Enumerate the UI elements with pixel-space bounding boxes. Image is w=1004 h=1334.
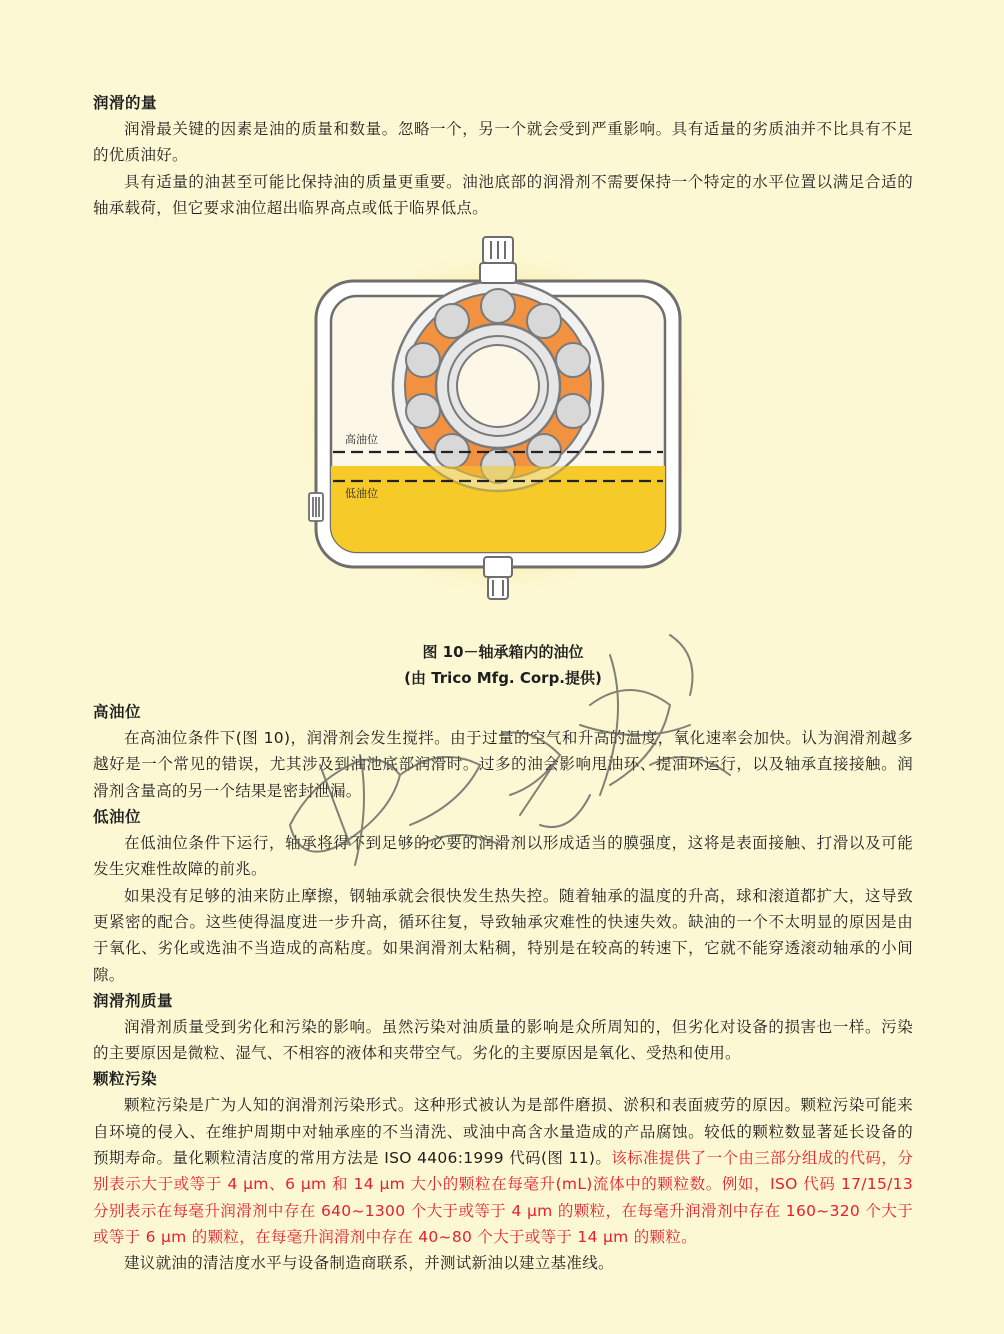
section-heading-lube-quality: 润滑剂质量 xyxy=(93,991,174,1010)
paragraph-particle xyxy=(93,1092,913,1250)
section-heading-particle: 颗粒污染 xyxy=(93,1070,158,1089)
bottom-drain-plug xyxy=(484,557,512,599)
low-level-label: 低油位 xyxy=(345,487,378,501)
shaft-bore xyxy=(457,345,539,427)
high-level-label: 高油位 xyxy=(345,433,378,447)
figure-credit: (由 Trico Mfg. Corp.提供) xyxy=(404,669,602,688)
side-sight-glass xyxy=(309,493,323,521)
paragraph: 如果没有足够的油来防止摩擦，钢轴承就会很快发生热失控。随着轴承的温度的升高，球和滚道都扩大，这导致更紧密的配合。这些使得温度进一步升高，循环往复，导致轴承灾难性的快速失效。缺油的一个不太明显的原因是由于氧化、劣化或选油不当造成的高粘度。如果润滑剂太粘稠，特别是在较高的转速下，它就不能穿透滚动轴承的小间隙。 xyxy=(93,886,913,984)
bearing-housing-diagram xyxy=(288,231,708,616)
paragraph: 润滑最关键的因素是油的质量和数量。忽略一个，另一个就会受到严重影响。具有适量的劣质油并不比具有不足的优质油好。 xyxy=(93,120,913,165)
figure-caption: 图 10－轴承箱内的油位 xyxy=(422,643,584,662)
section-heading-high-oil: 高油位 xyxy=(93,703,142,722)
figure-oil-level xyxy=(93,229,913,639)
paragraph: 建议就油的清洁度水平与设备制造商联系，并测试新油以建立基准线。 xyxy=(124,1254,614,1273)
paragraph: 具有适量的油甚至可能比保持油的质量更重要。油池底部的润滑剂不需要保持一个特定的水平位置以满足合适的轴承载荷，但它要求油位超出临界高点或低于临界低点。 xyxy=(93,172,913,217)
top-breather-plug xyxy=(480,237,516,283)
highlighted-text: 该标准提供了一个由三部分组成的代码，分别表示大于或等于 4 μm、6 μm 和 14 μm 大小的颗粒在每毫升(mL)流体中的颗粒数。例如，ISO 代码 17/15/13 分别表示在每毫升润滑剂中存在 640~1300 个大于或等于 4 μm 的颗粒，在每毫升润滑剂中存在 160~320 个大于或等于 6 μm 的颗粒，在每毫升润滑剂中存在 40~80 个大于或等于 14 μm 的颗粒。 xyxy=(93,1149,913,1246)
paragraph: 在低油位条件下运行，轴承将得不到足够的必要的润滑剂以形成适当的膜强度，这将是表面接触、打滑以及可能发生灾难性故障的前兆。 xyxy=(93,834,913,879)
section-heading-quantity: 润滑的量 xyxy=(93,94,158,112)
paragraph: 在高油位条件下(图 10)，润滑剂会发生搅拌。由于过量的空气和升高的温度，氧化速率会加快。认为润滑剂越多越好是一个常见的错误，尤其涉及到油池底部润滑时。过多的油会影响甩油环、提油环运行，以及轴承直接接触。润滑剂含量高的另一个结果是密封泄漏。 xyxy=(93,729,913,800)
paragraph-text: 颗粒污染是广为人知的润滑剂污染形式。这种形式被认为是部件磨损、淤积和表面疲劳的原因。颗粒污染可能来自环境的侵入、在维护周期中对轴承座的不当清洗、或油中高含水量造成的产品腐蚀。较低的颗粒数显著延长设备的预期寿命。量化颗粒清洁度的常用方法是 ISO 4406:1999 代码(图 11)。 xyxy=(93,1096,913,1168)
document-page xyxy=(93,90,913,1277)
section-heading-low-oil: 低油位 xyxy=(93,808,142,827)
paragraph: 润滑剂质量受到劣化和污染的影响。虽然污染对油质量的影响是众所周知的，但劣化对设备的损害也一样。污染的主要原因是微粒、湿气、不相容的液体和夹带空气。劣化的主要原因是氧化、受热和使用。 xyxy=(93,1017,913,1063)
